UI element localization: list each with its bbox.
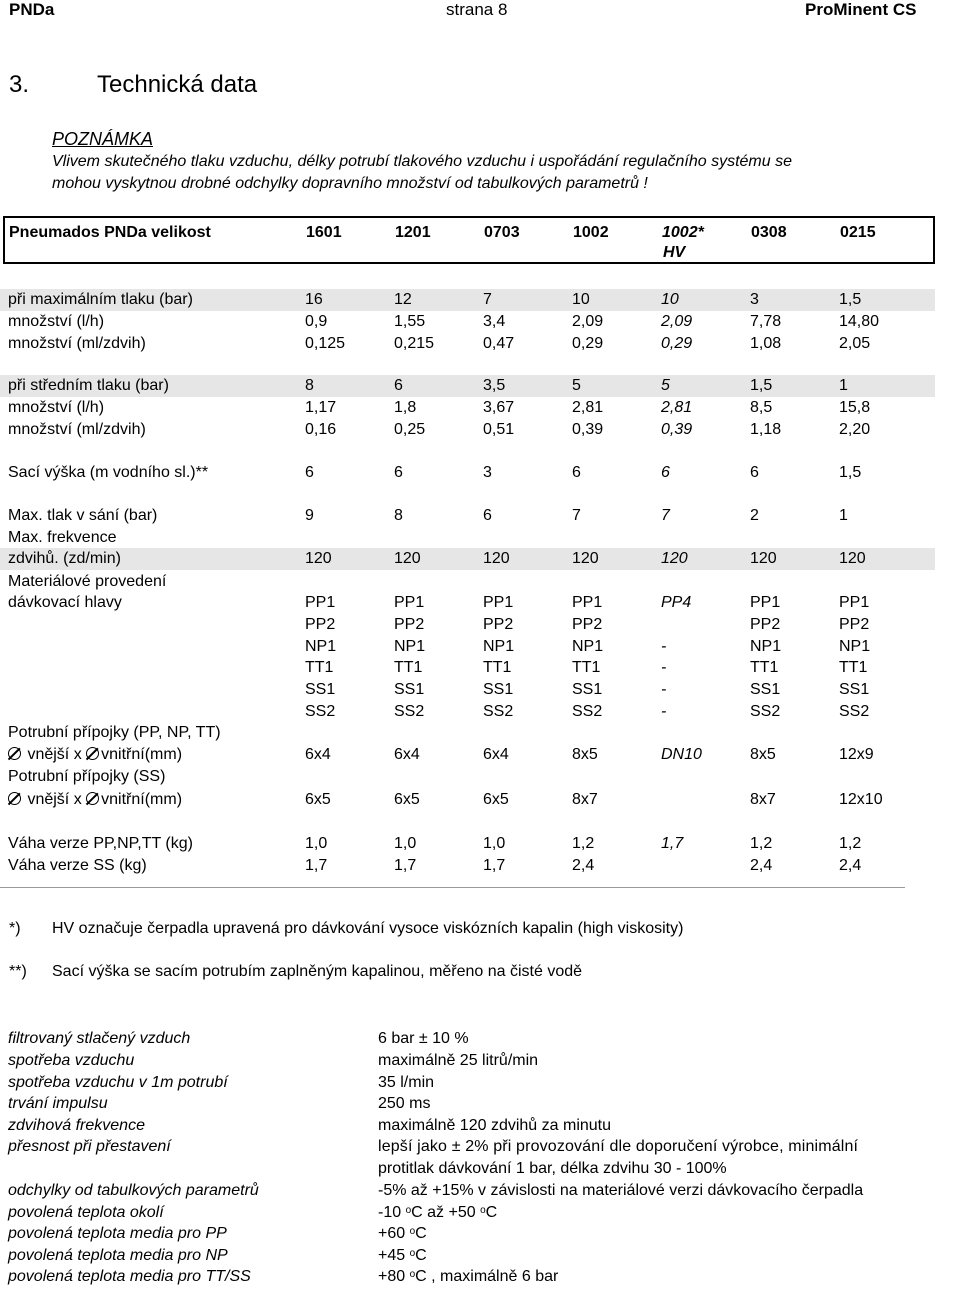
table-cell: 2 <box>750 507 759 524</box>
table-cell: 1,5 <box>839 291 862 308</box>
table-cell: 7,78 <box>750 313 782 330</box>
spec-label: povolená teplota media pro TT/SS <box>8 1268 251 1285</box>
spec-value: maximálně 120 zdvihů za minutu <box>378 1117 612 1134</box>
table-cell: 2,4 <box>572 857 595 874</box>
table-cell: 120 <box>483 550 510 567</box>
diameter-icon <box>86 747 99 760</box>
diameter-icon <box>8 747 21 760</box>
table-cell: 120 <box>661 550 688 567</box>
table-cell: PP1 <box>394 594 425 611</box>
row-label: dávkovací hlavy <box>8 594 122 611</box>
table-cell: 8x7 <box>572 791 598 808</box>
table-cell: 1,7 <box>661 835 684 852</box>
table-row <box>0 679 935 701</box>
table-bottom-rule <box>0 887 905 888</box>
spec-value: lepší jako ± 2% při provozování dle doporučení výrobce, minimální <box>378 1138 859 1155</box>
table-cell: 1,7 <box>483 857 506 874</box>
table-cell: NP1 <box>750 638 782 655</box>
table-row <box>0 375 935 397</box>
table-cell: 1,0 <box>394 835 417 852</box>
table-cell: - <box>661 638 667 655</box>
header-left: PNDa <box>9 0 55 19</box>
table-cell: 6x5 <box>305 791 331 808</box>
table-cell: 0,16 <box>305 421 337 438</box>
size-col-2: 1201 <box>395 224 431 241</box>
table-cell: 6 <box>394 377 403 394</box>
table-cell: 0,39 <box>661 421 693 438</box>
table-cell: 3 <box>750 291 759 308</box>
table-cell: TT1 <box>750 659 779 676</box>
row-label: Potrubní přípojky (SS) <box>8 768 166 785</box>
table-cell: PP2 <box>572 616 603 633</box>
table-cell: SS2 <box>750 703 781 720</box>
table-cell: 5 <box>661 377 670 394</box>
table-cell: 0,51 <box>483 421 515 438</box>
spec-label: povolená teplota okolí <box>8 1204 164 1221</box>
note-title: POZNÁMKA <box>52 129 154 149</box>
table-cell: PP2 <box>839 616 870 633</box>
table-cell: NP1 <box>483 638 515 655</box>
spec-value: 250 ms <box>378 1095 431 1112</box>
diameter-icon <box>8 792 21 805</box>
row-label: množství (ml/zdvih) <box>8 335 146 352</box>
row-label: při středním tlaku (bar) <box>8 377 169 394</box>
table-cell: 14,80 <box>839 313 880 330</box>
table-row <box>0 614 935 636</box>
table-cell: 120 <box>750 550 777 567</box>
table-cell: PP4 <box>661 594 692 611</box>
table-cell: 1 <box>839 377 848 394</box>
table-cell: 6 <box>661 464 670 481</box>
table-cell: 12 <box>394 291 412 308</box>
table-cell: 12x10 <box>839 791 883 808</box>
header-center: strana 8 <box>446 0 508 19</box>
table-row <box>0 701 935 723</box>
table-cell: 1,2 <box>572 835 595 852</box>
table-cell: 1,08 <box>750 335 782 352</box>
table-cell: PP2 <box>305 616 336 633</box>
table-cell: 1,8 <box>394 399 417 416</box>
table-cell: SS2 <box>394 703 425 720</box>
spec-label: povolená teplota media pro NP <box>8 1247 228 1264</box>
table-cell: SS2 <box>483 703 514 720</box>
table-cell: 8x5 <box>750 746 776 763</box>
table-cell: 7 <box>572 507 581 524</box>
table-cell: SS1 <box>572 681 603 698</box>
row-label: Max. frekvence <box>8 529 117 546</box>
row-label: vnější x vnitřní(mm) <box>8 744 182 766</box>
table-cell: 1,0 <box>305 835 328 852</box>
spec-label: trvání impulsu <box>8 1095 108 1112</box>
size-col-4: 1002 <box>573 224 609 241</box>
row-label: Váha verze SS (kg) <box>8 857 147 874</box>
table-cell: 8 <box>394 507 403 524</box>
size-col-6: 0308 <box>751 224 787 241</box>
table-cell: 8x7 <box>750 791 776 808</box>
table-cell: 6 <box>750 464 759 481</box>
table-cell: 0,29 <box>572 335 604 352</box>
table-cell: 6 <box>305 464 314 481</box>
table-cell: PP1 <box>305 594 336 611</box>
table-row <box>0 789 935 811</box>
spec-value: +45 $^o$C <box>378 1247 427 1264</box>
table-cell: 0,47 <box>483 335 515 352</box>
table-cell: 6x4 <box>483 746 509 763</box>
table-cell: SS1 <box>839 681 870 698</box>
table-row <box>0 527 935 549</box>
table-cell: 6 <box>394 464 403 481</box>
table-cell: 120 <box>572 550 599 567</box>
row-label: Váha verze PP,NP,TT (kg) <box>8 835 193 852</box>
table-cell: 8x5 <box>572 746 598 763</box>
table-cell: 10 <box>572 291 590 308</box>
section-number: 3. <box>9 71 30 98</box>
table-cell: SS1 <box>305 681 336 698</box>
footnote-2-mark: **) <box>9 963 27 980</box>
table-cell: NP1 <box>839 638 871 655</box>
table-cell: - <box>661 659 667 676</box>
spec-label: spotřeba vzduchu v 1m potrubí <box>8 1074 228 1091</box>
table-cell: 7 <box>483 291 492 308</box>
spec-value: +60 $^o$C <box>378 1225 427 1242</box>
row-label: vnější x vnitřní(mm) <box>8 789 182 811</box>
table-cell: 3,4 <box>483 313 506 330</box>
hv-label: HV <box>663 244 686 261</box>
table-row <box>0 855 935 877</box>
table-row <box>0 766 935 788</box>
table-row <box>0 744 935 766</box>
table-cell: 0,9 <box>305 313 328 330</box>
table-cell: 9 <box>305 507 314 524</box>
table-row <box>0 333 935 355</box>
table-cell: 6 <box>483 507 492 524</box>
table-cell: SS2 <box>572 703 603 720</box>
table-row <box>0 548 935 570</box>
table-cell: NP1 <box>394 638 426 655</box>
table-cell: TT1 <box>394 659 423 676</box>
table-row <box>0 419 935 441</box>
table-cell: 120 <box>839 550 866 567</box>
table-cell: 1,2 <box>839 835 862 852</box>
table-cell: 2,4 <box>750 857 773 874</box>
table-cell: 2,81 <box>661 399 693 416</box>
table-cell: 120 <box>305 550 332 567</box>
table-row <box>0 833 935 855</box>
table-cell: 3,5 <box>483 377 506 394</box>
spec-value: 35 l/min <box>378 1074 435 1091</box>
table-row <box>0 289 935 311</box>
table-cell: TT1 <box>572 659 601 676</box>
table-cell: 2,09 <box>661 313 693 330</box>
diameter-icon <box>86 792 99 805</box>
spec-label: spotřeba vzduchu <box>8 1052 135 1069</box>
table-cell: PP1 <box>572 594 603 611</box>
table-cell: 6x5 <box>394 791 420 808</box>
table-cell: 6x4 <box>305 746 331 763</box>
table-cell: 1 <box>839 507 848 524</box>
table-cell: 6x4 <box>394 746 420 763</box>
table-cell: 0,125 <box>305 335 346 352</box>
table-cell: DN10 <box>661 746 702 763</box>
footnote-2-text: Sací výška se sacím potrubím zaplněným kapalinou, měřeno na čisté vodě <box>52 963 583 980</box>
table-row <box>0 397 935 419</box>
table-cell: 0,25 <box>394 421 426 438</box>
table-cell: SS1 <box>394 681 425 698</box>
spec-label: odchylky od tabulkových parametrů <box>8 1182 259 1199</box>
table-cell: 1,5 <box>839 464 862 481</box>
section-title: Technická data <box>97 71 258 98</box>
row-label: množství (l/h) <box>8 313 105 330</box>
size-col-5: 1002* <box>662 224 704 241</box>
spec-label: filtrovaný stlačený vzduch <box>8 1030 191 1047</box>
table-cell: 1,18 <box>750 421 782 438</box>
row-label: při maximálním tlaku (bar) <box>8 291 193 308</box>
table-cell: 1,7 <box>305 857 328 874</box>
table-cell: 6 <box>572 464 581 481</box>
table-cell: 1,2 <box>750 835 773 852</box>
size-col-3: 0703 <box>484 224 520 241</box>
table-cell: 2,09 <box>572 313 604 330</box>
table-row <box>0 505 935 527</box>
table-cell: SS1 <box>750 681 781 698</box>
table-cell: 6x5 <box>483 791 509 808</box>
spec-value-continued: protitlak dávkování 1 bar, délka zdvihu 30 - 100% <box>378 1160 727 1177</box>
table-cell: PP2 <box>394 616 425 633</box>
size-col-7: 0215 <box>840 224 876 241</box>
table-cell: 2,20 <box>839 421 871 438</box>
footnote-1-text: HV označuje čerpadla upravená pro dávkování vysoce viskózních kapalin (high viskosity) <box>52 920 684 937</box>
table-row <box>0 462 935 484</box>
table-cell: 1,5 <box>750 377 773 394</box>
header-right: ProMinent CS <box>805 0 917 19</box>
row-label: Potrubní přípojky (PP, NP, TT) <box>8 724 221 741</box>
row-label: Materiálové provedení <box>8 573 167 590</box>
spec-label: povolená teplota media pro PP <box>8 1225 227 1242</box>
table-row <box>0 571 935 593</box>
row-label: zdvihů. (zd/min) <box>8 550 121 567</box>
table-cell: 12x9 <box>839 746 874 763</box>
table-cell: 0,29 <box>661 335 693 352</box>
table-header-box <box>3 216 935 264</box>
table-cell: TT1 <box>839 659 868 676</box>
table-cell: SS2 <box>305 703 336 720</box>
table-cell: SS1 <box>483 681 514 698</box>
table-cell: 10 <box>661 291 679 308</box>
table-cell: 0,39 <box>572 421 604 438</box>
table-cell: 8,5 <box>750 399 773 416</box>
table-cell: 1,0 <box>483 835 506 852</box>
table-cell: NP1 <box>305 638 337 655</box>
table-cell: PP1 <box>750 594 781 611</box>
table-row <box>0 311 935 333</box>
note-line-2: mohou vyskytnou drobné odchylky dopravního množství od tabulkových parametrů ! <box>52 175 648 192</box>
row-label: Max. tlak v sání (bar) <box>8 507 158 524</box>
table-row <box>0 657 935 679</box>
table-cell: TT1 <box>483 659 512 676</box>
table-cell: TT1 <box>305 659 334 676</box>
table-cell: 120 <box>394 550 421 567</box>
row-label: množství (l/h) <box>8 399 105 416</box>
note-line-1: Vlivem skutečného tlaku vzduchu, délky potrubí tlakového vzduchu i uspořádání regulačního systému se <box>52 153 792 170</box>
row-label: množství (ml/zdvih) <box>8 421 146 438</box>
spec-value: -5% až +15% v závislosti na materiálové verzi dávkovacího čerpadla <box>378 1182 864 1199</box>
table-cell: SS2 <box>839 703 870 720</box>
size-col-1: 1601 <box>306 224 342 241</box>
row-label: Sací výška (m vodního sl.)** <box>8 464 209 481</box>
table-cell: 2,4 <box>839 857 862 874</box>
table-cell: PP2 <box>750 616 781 633</box>
table-cell: PP2 <box>483 616 514 633</box>
spec-value: +80 $^o$C , maximálně 6 bar <box>378 1268 559 1285</box>
table-row <box>0 636 935 658</box>
spec-label: zdvihová frekvence <box>8 1117 145 1134</box>
table-cell: 1,7 <box>394 857 417 874</box>
table-cell: 2,81 <box>572 399 604 416</box>
table-cell: PP1 <box>483 594 514 611</box>
table-cell: 8 <box>305 377 314 394</box>
table-cell: 7 <box>661 507 670 524</box>
table-cell: 0,215 <box>394 335 435 352</box>
spec-value: maximálně 25 litrů/min <box>378 1052 539 1069</box>
table-cell: NP1 <box>572 638 604 655</box>
spec-label: přesnost při přestavení <box>8 1138 171 1155</box>
table-cell: 1,17 <box>305 399 337 416</box>
table-cell: 5 <box>572 377 581 394</box>
table-cell: - <box>661 681 667 698</box>
table-cell: 3 <box>483 464 492 481</box>
table-cell: 15,8 <box>839 399 871 416</box>
table-row <box>0 592 935 614</box>
spec-value: 6 bar ± 10 % <box>378 1030 469 1047</box>
table-cell: 2,05 <box>839 335 871 352</box>
table-header-label: Pneumados PNDa velikost <box>9 224 211 241</box>
table-cell: 3,67 <box>483 399 515 416</box>
table-cell: 1,55 <box>394 313 426 330</box>
footnote-1-mark: *) <box>9 920 21 937</box>
table-row <box>0 722 935 744</box>
table-cell: PP1 <box>839 594 870 611</box>
spec-value: -10 $^o$C až +50 $^o$C <box>378 1204 498 1221</box>
table-cell: 16 <box>305 291 323 308</box>
table-cell: - <box>661 703 667 720</box>
